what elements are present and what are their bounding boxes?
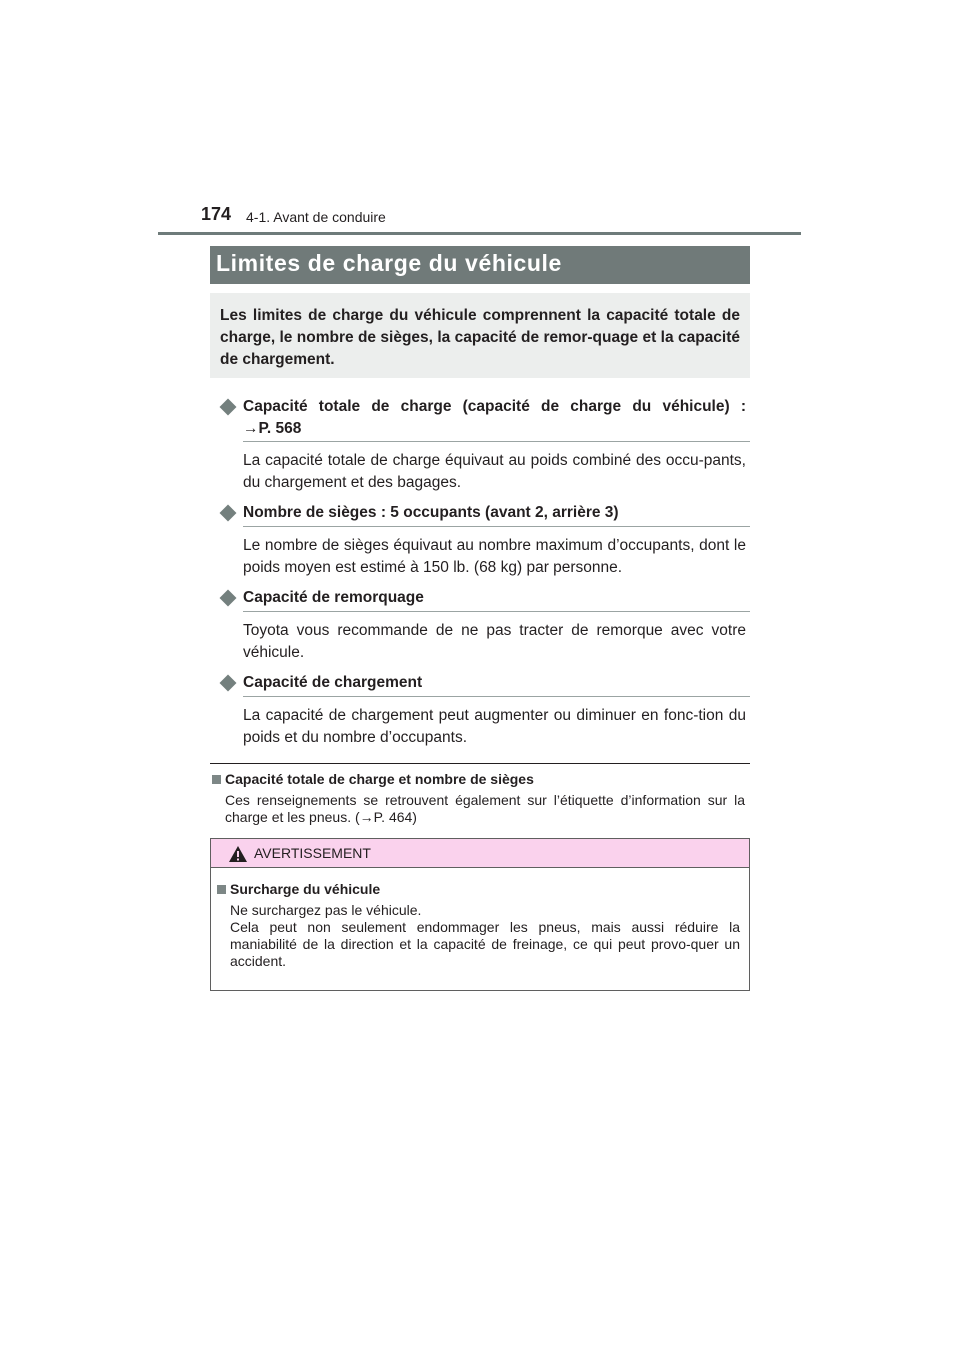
section-separator (210, 763, 750, 764)
diamond-bullet-icon (220, 675, 237, 692)
intro-text: Les limites de charge du véhicule comprennent la capacité totale de charge, le nombre de sièges, la capacité de remor-quage et la capacité de chargement. (220, 307, 740, 368)
warning-text (230, 902, 740, 970)
subsection-heading: Nombre de sièges : 5 occupants (avant 2, arrière 3) (243, 504, 619, 521)
subsection-heading: Capacité de remorquage (243, 589, 424, 606)
warning-text-body: Cela peut non seulement endommager les pneus, mais aussi réduire la maniabilité de la direction et la capacité de freinage, ce qui peut provo-quer un accident. (230, 919, 740, 969)
subsection-heading: Capacité de chargement (243, 674, 423, 691)
subsection-heading: Capacité totale de charge (capacité de charge du véhicule) : (243, 398, 746, 415)
subsection-rule (243, 441, 750, 442)
subsection-rule (243, 696, 750, 697)
diamond-bullet-icon (220, 590, 237, 607)
diamond-bullet-icon (220, 505, 237, 522)
subsection-rule (243, 611, 750, 612)
subsection-body: Le nombre de sièges équivaut au nombre maximum d’occupants, dont le poids moyen est estimé à 150 lb. (68 kg) par personne. (243, 537, 746, 576)
warning-title: Surcharge du véhicule (230, 881, 381, 897)
diamond-bullet-icon (220, 399, 237, 416)
header-rule (158, 232, 801, 235)
subsection-body: La capacité de chargement peut augmenter ou diminuer en fonc-tion du poids et du nombre d’occupants. (243, 707, 746, 746)
warning-triangle-icon (228, 845, 248, 863)
subsection-body: La capacité totale de charge équivaut au poids combiné des occu-pants, du chargement et des bagages. (243, 452, 746, 491)
page-number: 174 (201, 204, 232, 224)
square-bullet-icon (217, 885, 226, 894)
section-title: 4-1. Avant de conduire (246, 209, 386, 225)
square-bullet-icon (212, 775, 221, 784)
note-heading: Capacité totale de charge et nombre de sièges (225, 771, 534, 787)
warning-text-line1: Ne surchargez pas le véhicule. (230, 902, 422, 918)
subsection-heading-reference: →P. 568 (243, 420, 302, 437)
subsection-body: Toyota vous recommande de ne pas tracter de remorque avec votre véhicule. (243, 622, 746, 661)
subsection-rule (243, 526, 750, 527)
note-text: Ces renseignements se retrouvent également sur l’étiquette d’information sur la charge et les pneus. (→P. 464) (225, 792, 745, 825)
page-title: Limites de charge du véhicule (216, 250, 562, 276)
warning-label: AVERTISSEMENT (254, 845, 371, 861)
